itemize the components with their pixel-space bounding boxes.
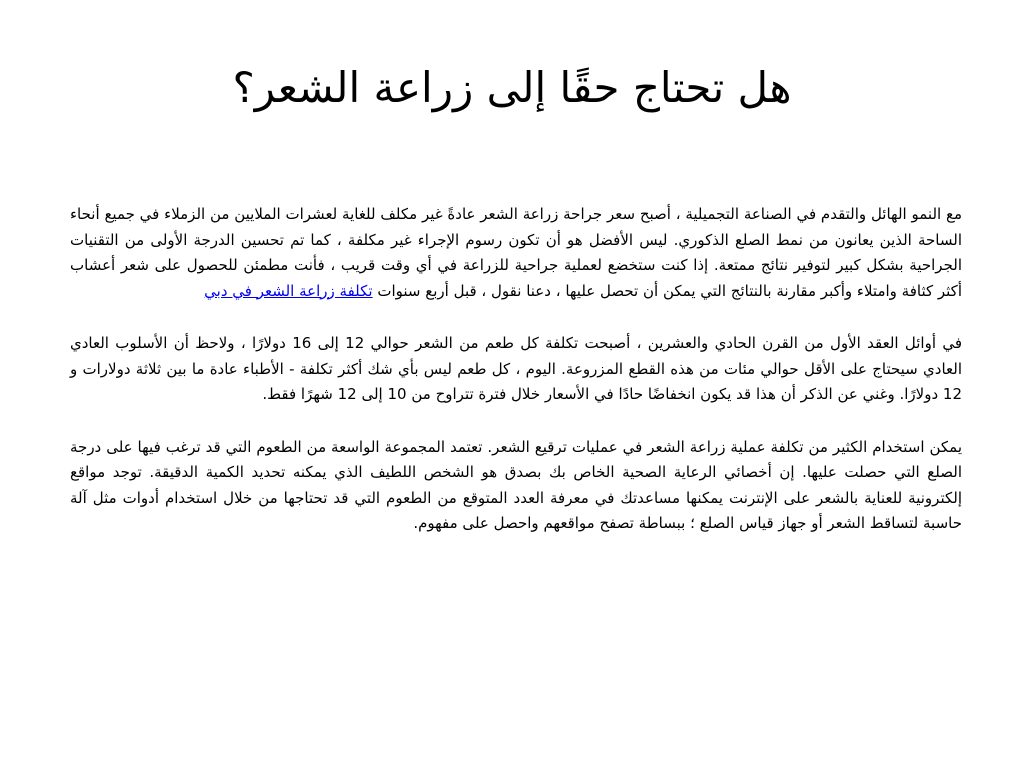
- slide-title: هل تحتاج حقًا إلى زراعة الشعر؟: [232, 63, 792, 112]
- slide-body: [70, 202, 962, 564]
- paragraph-3-text: يمكن استخدام الكثير من تكلفة عملية زراعة الشعر في عمليات ترقيع الشعر. تعتمد المجموعة الواسعة من الطعوم التي قد ترغب فيها على درجة الصلع التي حصلت عليها. إن أخصائي الرعاية الصحية الخاص بك بصدق هو الشخص اللطيف الذي يمكنه تحديد الكمية الدقيقة. توجد مواقع إلكترونية للعناية بالشعر على الإنترنت يمكنها مساعدتك في معرفة العدد المتوقع من الطعوم التي قد تحتاجها من خلال استخدام أدوات مثل آلة حاسبة لتساقط الشعر أو جهاز قياس الصلع ؛ ببساطة تصفح مواقعهم واحصل على مفهوم.: [70, 437, 962, 532]
- hair-transplant-cost-dubai-link[interactable]: تكلفة زراعة الشعر في دبي: [204, 281, 373, 300]
- paragraph-1: [70, 202, 962, 304]
- paragraph-2-text: في أوائل العقد الأول من القرن الحادي والعشرين ، أصبحت تكلفة كل طعم من الشعر حوالي 12 إلى 16 دولارًا ، ولاحظ أن الأسلوب العادي العادي سيحتاج على الأقل حوالي مئات من هذه القطع المزروعة. اليوم ، كل طعم ليس بأي شك أكثر تكلفة - الأطباء عادة ما بين ثلاثة دولارات و 12 دولارًا. وغني عن الذكر أن هذا قد يكون انخفاضًا حادًا في الأسعار خلال فترة تتراوح من 10 إلى 12 شهرًا فقط.: [70, 334, 962, 403]
- paragraph-1-text: مع النمو الهائل والتقدم في الصناعة التجميلية ، أصبح سعر جراحة زراعة الشعر عادةً غير مكلف للغاية لعشرات الملايين من الزملاء في جميع أنحاء الساحة الذين يعانون من نمط الصلع الذكوري. ليس الأفضل هو أن تكون رسوم الإجراء غير مكلفة ، كما تم تحسين الدرجة الأولى من التقنيات الجراحية بشكل كبير لتوفير نتائج ممتعة. إذا كنت ستخضع لعملية جراحية للزراعة في أي وقت قريب ، فأنت مطمئن للحصول على شعر أعشاب أكثر كثافة وامتلاء وأكبر مقارنة بالنتائج التي يمكن أن تحصل عليها ، دعنا نقول ، قبل أربع سنوات: [70, 205, 962, 300]
- paragraph-2: [70, 331, 962, 408]
- paragraph-3: [70, 435, 962, 537]
